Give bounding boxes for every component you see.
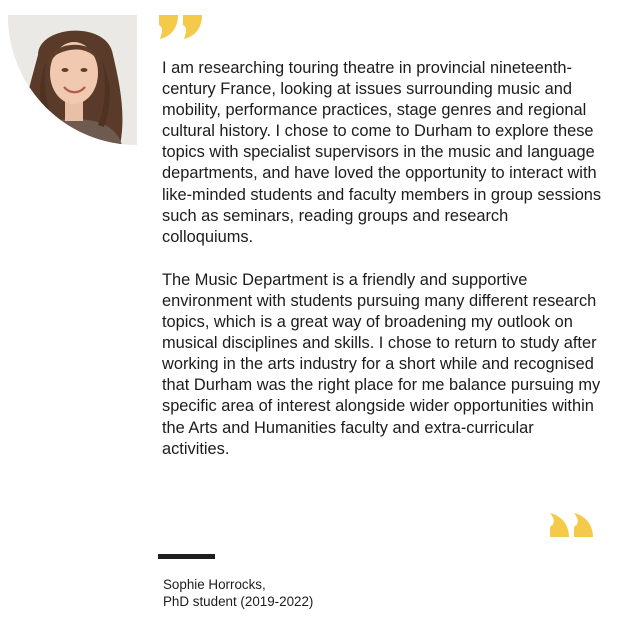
portrait-illustration	[8, 15, 137, 145]
author-name: Sophie Horrocks,	[163, 577, 266, 592]
open-quote-icon	[158, 14, 206, 40]
attribution-divider	[158, 554, 215, 559]
attribution	[163, 577, 313, 610]
author-portrait	[8, 15, 137, 145]
author-role: PhD student (2019-2022)	[163, 593, 314, 609]
testimonial-quote	[162, 58, 602, 482]
close-quote-icon	[546, 512, 594, 538]
quote-paragraph: The Music Department is a friendly and supportive environment with students pursuing many different research topics, which is a great way of broadening my outlook on musical disciplines and skills. I chose to return to study after working in the arts industry for a short while and recognised that Durham was the right place for me balance pursuing my specific area of interest alongside wider opportunities within the Arts and Humanities faculty and extra-curricular activities.	[162, 270, 601, 458]
quote-paragraph: I am researching touring theatre in provincial nineteenth-century France, looking at issues surrounding music and mobility, performance practices, stage genres and regional cultural history. I chose to come to Durham to explore these topics with specialist supervisors in the music and language departments, and have loved the opportunity to interact with like-minded students and faculty members in group sessions such as seminars, reading groups and research colloquiums.	[162, 59, 602, 246]
